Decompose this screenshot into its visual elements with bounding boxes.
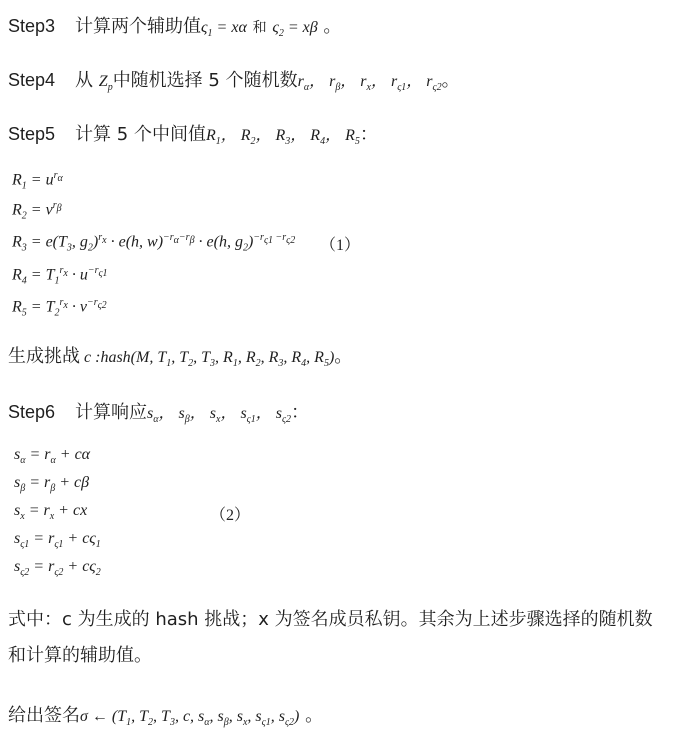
equation-s-sigma1: $s_{\varsigma 1} = r_{\varsigma 1} + c\varsigma_1$: [14, 530, 101, 551]
equation-s-alpha: $s_\alpha = r_\alpha + c\alpha$: [14, 446, 91, 467]
step3-label: Step3: [8, 16, 56, 36]
explanation-paragraph: 式中：c 为生成的 hash 挑战；x 为签名成员私钥。其余为上述步骤选择的随机数和计算的辅助值。: [8, 609, 653, 666]
step4-line: [8, 68, 460, 100]
equation-s-sigma2: $s_{\varsigma 2} = r_{\varsigma 2} + c\varsigma_2$: [14, 558, 101, 579]
step4-group: $Z_p$: [98, 73, 113, 94]
equation-r2: $R_2 = v^{r_\beta}$: [12, 200, 62, 222]
challenge-text: 生成挑战: [8, 346, 80, 367]
step6-end: ：: [291, 402, 310, 423]
step4-end: 。: [441, 70, 460, 91]
step4-randoms: $r_\alpha$， $r_\beta$， $r_x$， $r_{\varsigma 1}$， $r_{\varsigma 2}$: [297, 73, 442, 94]
signature-formula: σ ← ($T_1$, $T_2$, $T_3$, c, $s_\alpha$, $s_\beta$, $s_x$, $s_{\varsigma 1}$, $s_{\varsigma 2}$): [80, 708, 300, 729]
step4-label: Step4: [8, 70, 56, 90]
step5-label: Step5: [8, 124, 56, 144]
step3-text: 计算两个辅助值: [75, 16, 202, 37]
hash-label: hash: [100, 349, 131, 366]
step3-formula-1: $\varsigma_1 = x\alpha$: [201, 19, 247, 40]
equation-s-beta: $s_\beta = r_\beta + c\beta$: [14, 474, 90, 495]
step4-text1: 从: [75, 70, 94, 91]
step6-values: $s_\alpha$， $s_\beta$， $s_x$， $s_{\varsigma 1}$， $s_{\varsigma 2}$: [147, 405, 292, 426]
signature-end: 。: [305, 705, 324, 726]
step5-line: [8, 122, 378, 154]
challenge-end: 。: [334, 346, 353, 367]
equation-r1: $R_1 = u^{r_\alpha}$: [12, 170, 63, 192]
step4-text2: 中随机选择 5 个随机数: [112, 70, 298, 91]
step3-conj: 和: [252, 20, 267, 36]
equation-s-x: $s_x = r_x$ + cx: [14, 502, 88, 523]
step5-text: 计算 5 个中间值: [75, 124, 206, 145]
equation-number-2: （2）: [210, 507, 251, 524]
step3-line: [8, 14, 341, 46]
equation-r3: $R_3 = e(T_3$, $g_2)^{r_x} \cdot e(h$, w)$^{-r_\alpha-r_\beta}$ · e(h, $g_2)^{-r_{\varsigma 1} -r_{\varsigma 2}}$: [12, 232, 296, 254]
step3-end: 。: [323, 16, 342, 37]
challenge-formula: c :hash(M, $T_1$, $T_2$, $T_3$, $R_1$, $R_2$, $R_3$, $R_4$, $R_5$): [80, 349, 335, 370]
equation-r4: $R_4 = T_1^{r_x} \cdot u^{-r_{\varsigma 1}}$: [12, 265, 108, 287]
step6-line: [8, 400, 309, 432]
step5-values: $R_1$， $R_2$， $R_3$， $R_4$， $R_5$: [205, 127, 360, 148]
step6-label: Step6: [8, 402, 56, 422]
step6-text: 计算响应: [75, 402, 148, 423]
step3-formula-2: $\varsigma_2 = x\beta$: [272, 19, 318, 40]
step5-end: ：: [359, 124, 378, 145]
equation-number-1: （1）: [320, 237, 361, 254]
signature-text: 给出签名: [8, 705, 80, 726]
signature-line: [8, 704, 323, 735]
challenge-line: [8, 345, 352, 376]
equation-r5: $R_5 = T_2^{r_x} \cdot v^{-r_{\varsigma 2}}$: [12, 297, 107, 319]
